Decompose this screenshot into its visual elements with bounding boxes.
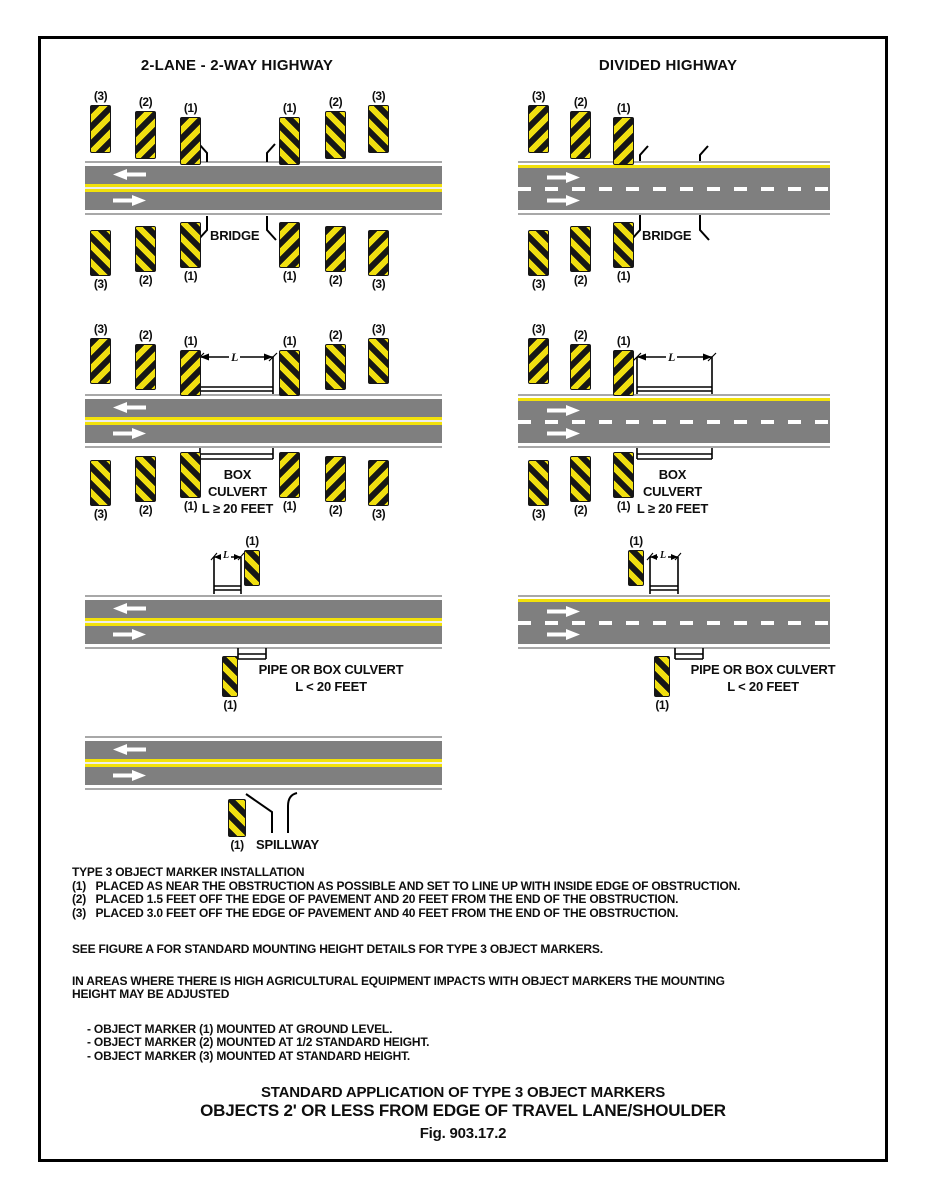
traffic-direction-arrow-left bbox=[113, 169, 146, 180]
traffic-direction-arrow-right bbox=[547, 629, 580, 640]
object-marker-2 bbox=[325, 329, 346, 390]
marker-number: (3) bbox=[93, 507, 108, 521]
type3-marker-panel bbox=[570, 226, 591, 272]
object-marker-3 bbox=[90, 460, 111, 521]
type3-marker-panel bbox=[325, 344, 346, 390]
box-culvert-line1: BOX bbox=[223, 467, 252, 482]
object-marker-3 bbox=[368, 323, 389, 384]
marker-number: (3) bbox=[371, 322, 386, 336]
marker-number: (2) bbox=[328, 95, 343, 109]
figure-number: Fig. 903.17.2 bbox=[419, 1125, 507, 1142]
marker-number: (2) bbox=[573, 328, 588, 342]
traffic-direction-arrow-right bbox=[113, 195, 146, 206]
type3-marker-panel bbox=[325, 226, 346, 272]
type3-marker-panel bbox=[528, 230, 549, 276]
see-figure-note: SEE FIGURE A FOR STANDARD MOUNTING HEIGHT DETAILS FOR TYPE 3 OBJECT MARKERS. bbox=[72, 942, 603, 956]
box-culvert-label bbox=[191, 466, 284, 517]
object-marker-1 bbox=[180, 335, 201, 396]
object-marker-1 bbox=[279, 222, 300, 283]
object-marker-3 bbox=[368, 90, 389, 153]
object-marker-1 bbox=[244, 535, 260, 586]
object-marker-3 bbox=[90, 90, 111, 153]
type3-marker-panel bbox=[613, 222, 634, 268]
type3-marker-panel bbox=[244, 550, 260, 586]
object-marker-1 bbox=[228, 799, 246, 852]
type3-marker-panel bbox=[570, 344, 591, 390]
bridge-label: BRIDGE bbox=[642, 228, 692, 243]
traffic-direction-arrow-right bbox=[113, 770, 146, 781]
object-marker-2 bbox=[325, 226, 346, 287]
type3-marker-panel bbox=[325, 456, 346, 502]
marker-number: (3) bbox=[531, 277, 546, 291]
type3-marker-panel bbox=[368, 338, 389, 384]
marker-number: (1) bbox=[629, 534, 643, 548]
roadway-divided-box-culvert bbox=[518, 394, 830, 448]
marker-number: (1) bbox=[282, 499, 297, 513]
marker-number: (2) bbox=[138, 328, 153, 342]
marker-number: (2) bbox=[138, 273, 153, 287]
type3-marker-panel bbox=[279, 117, 300, 165]
box-culvert-length: L ≥ 20 FEET bbox=[201, 501, 274, 516]
marker-number: (3) bbox=[371, 507, 386, 521]
marker-number: (2) bbox=[328, 273, 343, 287]
object-marker-2 bbox=[570, 96, 591, 159]
type3-marker-panel bbox=[135, 111, 156, 159]
traffic-direction-arrow-left bbox=[113, 402, 146, 413]
marker-number: (2) bbox=[573, 273, 588, 287]
marker-number: (1) bbox=[282, 334, 297, 348]
object-marker-3 bbox=[90, 323, 111, 384]
type3-marker-panel bbox=[368, 230, 389, 276]
marker-number: (1) bbox=[616, 499, 631, 513]
marker-number: (1) bbox=[223, 698, 237, 712]
type3-marker-panel bbox=[654, 656, 670, 697]
type3-marker-panel bbox=[325, 111, 346, 159]
marker-number: (3) bbox=[531, 507, 546, 521]
type3-marker-panel bbox=[90, 105, 111, 153]
dimension-label-L: L bbox=[668, 350, 676, 364]
travel-lane bbox=[85, 192, 442, 210]
marker-number: (1) bbox=[655, 698, 669, 712]
object-marker-2 bbox=[135, 456, 156, 517]
type3-marker-panel bbox=[613, 350, 634, 396]
object-marker-2 bbox=[570, 456, 591, 517]
roadway-two-lane-spillway bbox=[85, 736, 442, 790]
type3-marker-panel bbox=[570, 111, 591, 159]
type3-marker-panel bbox=[368, 105, 389, 153]
travel-lane bbox=[85, 166, 442, 184]
type3-marker-panel bbox=[279, 350, 300, 396]
type3-marker-panel bbox=[528, 338, 549, 384]
roadway-two-lane-pipe-culvert bbox=[85, 595, 442, 649]
note-item-3: (3) PLACED 3.0 FEET OFF THE EDGE OF PAVEMENT AND 40 FEET FROM THE END OF THE OBSTRUCTION. bbox=[72, 905, 679, 920]
object-marker-2 bbox=[135, 96, 156, 159]
object-marker-2 bbox=[135, 329, 156, 390]
type3-marker-panel bbox=[613, 117, 634, 165]
pipe-culvert-label bbox=[248, 661, 414, 695]
type3-marker-panel bbox=[279, 222, 300, 268]
agricultural-note: IN AREAS WHERE THERE IS HIGH AGRICULTURAL EQUIPMENT IMPACTS WITH OBJECT MARKERS THE MOUNTING HEIGHT MAY BE ADJUSTED bbox=[72, 973, 728, 1001]
object-marker-1 bbox=[613, 222, 634, 283]
box-culvert-label bbox=[626, 466, 719, 517]
marker-number: (1) bbox=[183, 334, 198, 348]
object-marker-3 bbox=[528, 323, 549, 384]
marker-number: (3) bbox=[371, 277, 386, 291]
marker-number: (2) bbox=[328, 503, 343, 517]
type3-marker-panel bbox=[90, 230, 111, 276]
type3-marker-panel bbox=[628, 550, 644, 586]
type3-marker-panel bbox=[180, 350, 201, 396]
traffic-direction-arrow-right bbox=[547, 428, 580, 439]
object-marker-2 bbox=[325, 96, 346, 159]
traffic-direction-arrow-right bbox=[547, 195, 580, 206]
object-marker-2 bbox=[570, 226, 591, 287]
marker-number: (3) bbox=[531, 322, 546, 336]
figure-title-line1: STANDARD APPLICATION OF TYPE 3 OBJECT MARKERS bbox=[260, 1084, 666, 1101]
type3-marker-panel bbox=[528, 460, 549, 506]
travel-lane bbox=[518, 168, 830, 187]
marker-number: (2) bbox=[138, 503, 153, 517]
object-marker-2 bbox=[135, 226, 156, 287]
marker-number: (1) bbox=[245, 534, 259, 548]
marker-number: (2) bbox=[573, 95, 588, 109]
installation-notes bbox=[72, 866, 872, 1063]
traffic-direction-arrow-right bbox=[547, 405, 580, 416]
traffic-direction-arrow-right bbox=[547, 172, 580, 183]
marker-number: (1) bbox=[616, 269, 631, 283]
roadway-two-lane-box-culvert bbox=[85, 394, 442, 448]
object-marker-3 bbox=[368, 460, 389, 521]
object-marker-2 bbox=[570, 329, 591, 390]
note-item-1: (1) PLACED AS NEAR THE OBSTRUCTION AS POSSIBLE AND SET TO LINE UP WITH INSIDE EDGE OF OBSTRUCTION. bbox=[72, 878, 741, 893]
pipe-culvert-line1: PIPE OR BOX CULVERT bbox=[690, 662, 836, 677]
box-culvert-line2: CULVERT bbox=[642, 484, 703, 499]
marker-number: (1) bbox=[282, 269, 297, 283]
dimension-label-L: L bbox=[660, 550, 667, 561]
pipe-culvert-label bbox=[680, 661, 846, 695]
mount-item-1: - OBJECT MARKER (1) MOUNTED AT GROUND LEVEL. bbox=[87, 1021, 393, 1036]
traffic-direction-arrow-left bbox=[113, 744, 146, 755]
object-marker-1 bbox=[613, 102, 634, 165]
object-marker-3 bbox=[528, 90, 549, 153]
object-marker-1 bbox=[654, 656, 670, 712]
marker-number: (3) bbox=[531, 89, 546, 103]
box-culvert-line2: CULVERT bbox=[207, 484, 268, 499]
travel-lane bbox=[518, 191, 830, 210]
heading-two-lane-highway: 2-LANE - 2-WAY HIGHWAY bbox=[140, 57, 334, 74]
roadway-divided-pipe-culvert bbox=[518, 595, 830, 649]
traffic-direction-arrow-right bbox=[113, 629, 146, 640]
type3-marker-panel bbox=[228, 799, 246, 837]
object-marker-1 bbox=[222, 656, 238, 712]
heading-divided-highway: DIVIDED HIGHWAY bbox=[598, 57, 738, 74]
type3-marker-panel bbox=[222, 656, 238, 697]
object-marker-1 bbox=[279, 102, 300, 165]
marker-number: (3) bbox=[93, 89, 108, 103]
object-marker-1 bbox=[180, 222, 201, 283]
object-marker-2 bbox=[325, 456, 346, 517]
traffic-direction-arrow-right bbox=[113, 428, 146, 439]
marker-number: (3) bbox=[371, 89, 386, 103]
marker-number: (3) bbox=[93, 322, 108, 336]
marker-number: (2) bbox=[573, 503, 588, 517]
marker-number: (3) bbox=[93, 277, 108, 291]
spillway-label: SPILLWAY bbox=[256, 837, 319, 852]
bridge-label: BRIDGE bbox=[210, 228, 260, 243]
notes-heading: TYPE 3 OBJECT MARKER INSTALLATION bbox=[72, 865, 305, 879]
pipe-culvert-length: L < 20 FEET bbox=[295, 679, 367, 694]
object-marker-3 bbox=[528, 460, 549, 521]
object-marker-3 bbox=[368, 230, 389, 291]
box-culvert-length: L ≥ 20 FEET bbox=[636, 501, 709, 516]
object-marker-3 bbox=[90, 230, 111, 291]
type3-marker-panel bbox=[528, 105, 549, 153]
type3-marker-panel bbox=[180, 222, 201, 268]
mount-item-3: - OBJECT MARKER (3) MOUNTED AT STANDARD HEIGHT. bbox=[87, 1048, 411, 1063]
type3-marker-panel bbox=[180, 117, 201, 165]
object-marker-1 bbox=[279, 335, 300, 396]
roadway-divided-bridge bbox=[518, 161, 830, 215]
pipe-culvert-length: L < 20 FEET bbox=[727, 679, 799, 694]
note-item-2: (2) PLACED 1.5 FEET OFF THE EDGE OF PAVEMENT AND 20 FEET FROM THE END OF THE OBSTRUCTION. bbox=[72, 892, 679, 906]
marker-number: (2) bbox=[138, 95, 153, 109]
object-marker-1 bbox=[628, 535, 644, 586]
marker-number: (1) bbox=[183, 499, 198, 513]
marker-number: (2) bbox=[328, 328, 343, 342]
box-culvert-line1: BOX bbox=[658, 467, 687, 482]
type3-marker-panel bbox=[570, 456, 591, 502]
object-marker-3 bbox=[528, 230, 549, 291]
marker-number: (1) bbox=[183, 269, 198, 283]
figure-title-line2: OBJECTS 2' OR LESS FROM EDGE OF TRAVEL LANE/SHOULDER bbox=[200, 1101, 726, 1120]
marker-number: (1) bbox=[616, 101, 631, 115]
type3-marker-panel bbox=[90, 460, 111, 506]
marker-number: (1) bbox=[616, 334, 631, 348]
type3-marker-panel bbox=[90, 338, 111, 384]
traffic-direction-arrow-left bbox=[113, 603, 146, 614]
roadway-two-lane-bridge bbox=[85, 161, 442, 215]
pipe-culvert-line1: PIPE OR BOX CULVERT bbox=[258, 662, 404, 677]
type3-marker-panel bbox=[135, 456, 156, 502]
type3-marker-panel bbox=[368, 460, 389, 506]
object-marker-1 bbox=[180, 102, 201, 165]
marker-number: (1) bbox=[230, 838, 244, 852]
type3-marker-panel bbox=[135, 344, 156, 390]
traffic-direction-arrow-right bbox=[547, 606, 580, 617]
marker-number: (1) bbox=[282, 101, 297, 115]
mount-item-2: - OBJECT MARKER (2) MOUNTED AT 1/2 STANDARD HEIGHT. bbox=[87, 1035, 430, 1049]
dimension-label-L: L bbox=[231, 350, 239, 364]
dimension-label-L: L bbox=[223, 550, 230, 561]
marker-number: (1) bbox=[183, 101, 198, 115]
type3-marker-panel bbox=[135, 226, 156, 272]
object-marker-1 bbox=[613, 335, 634, 396]
